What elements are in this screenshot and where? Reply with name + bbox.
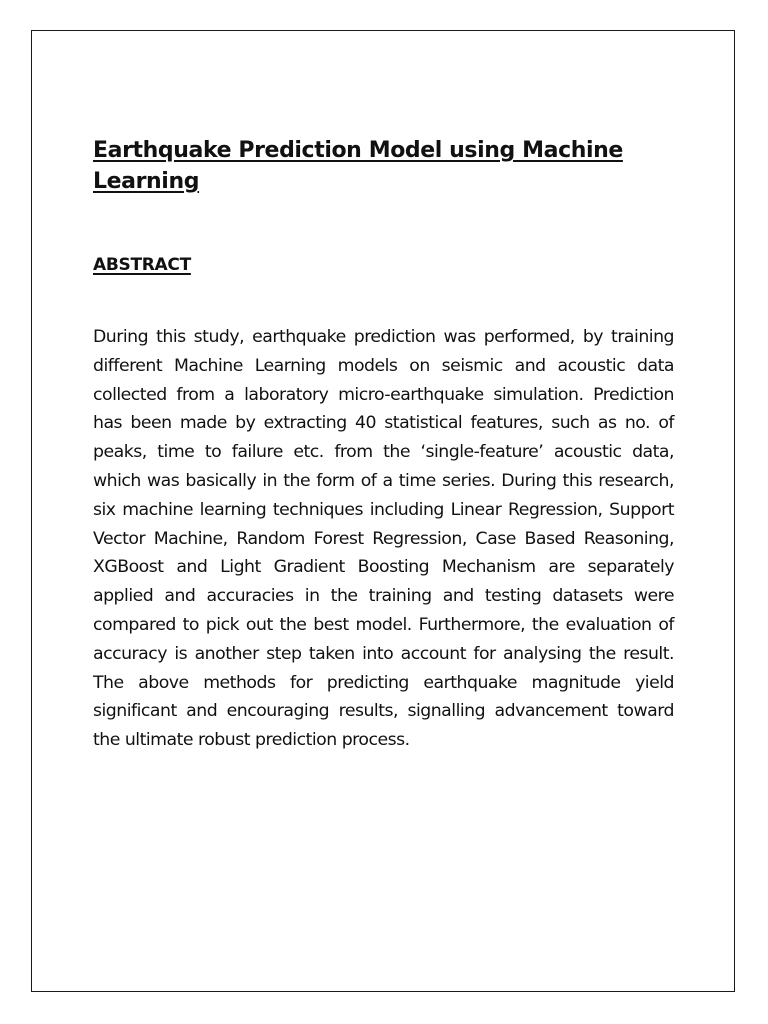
document-content [93,135,674,755]
document-title: Earthquake Prediction Model using Machine Learning [93,138,623,194]
abstract-paragraph: During this study, earthquake prediction was performed, by training different Machine Learning models on seismic and acoustic data collected from a laboratory micro-earthquake simulation. Prediction has been made by extracting 40 statistical features, such as no. of peaks, time to failure etc. from the ‘single-feature’ acoustic data, which was basically in the form of a time series. During this research, six machine learning techniques including Linear Regression, Support Vector Machine, Random Forest Regression, Case Based Reasoning, XGBoost and Light Gradient Boosting Mechanism are separately applied and accuracies in the training and testing datasets were compared to pick out the best model. Furthermore, the evaluation of accuracy is another step taken into account for analysing the result. The above methods for predicting earthquake magnitude yield significant and encouraging results, signalling advancement toward the ultimate robust prediction process. [93,327,674,751]
abstract-heading: ABSTRACT [93,255,191,275]
